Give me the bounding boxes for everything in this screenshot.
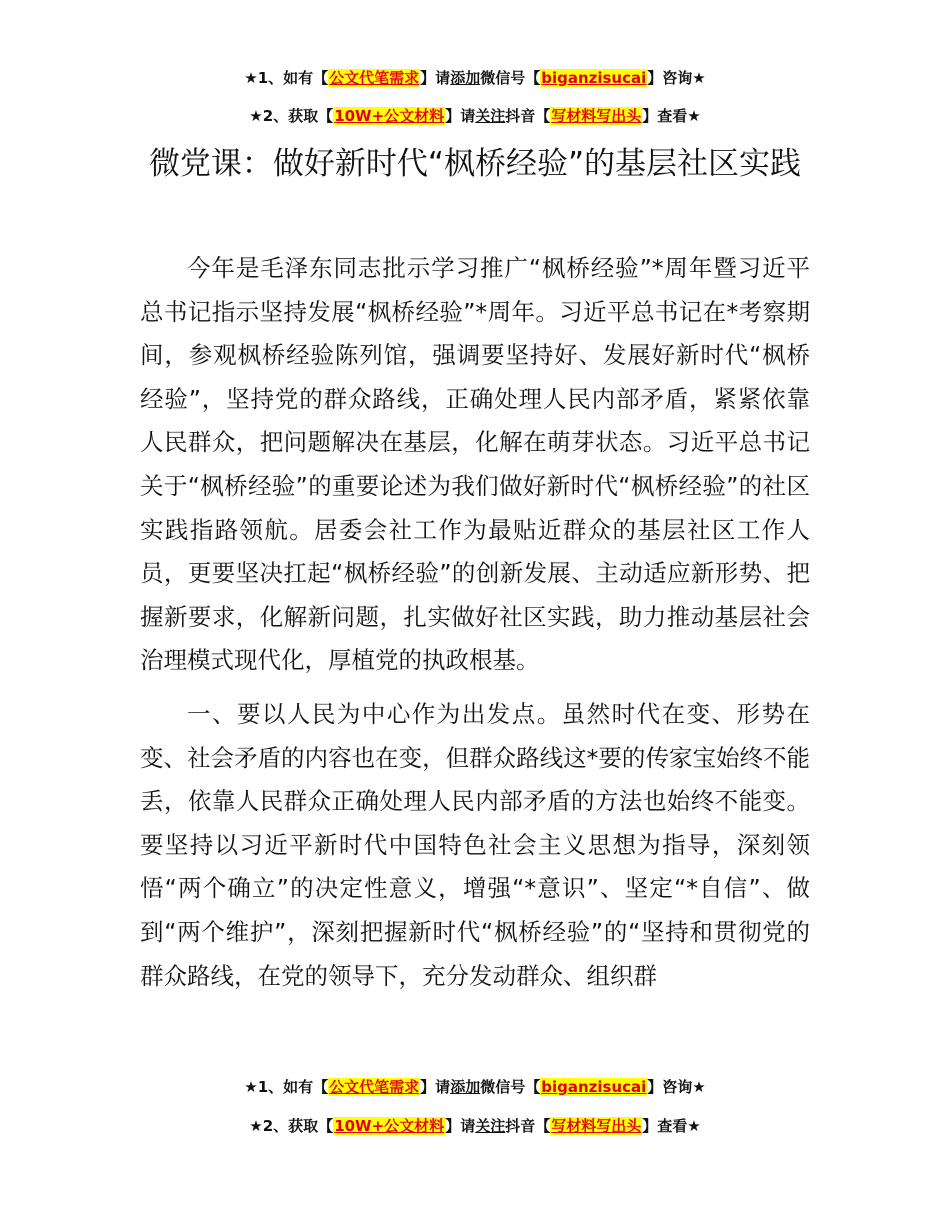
paragraph: 一、要以人民为中心作为出发点。虽然时代在变、形势在变、社会矛盾的内容也在变，但群众路线这*要的传家宝始终不能丢，依靠人民群众正确处理人民内部矛盾的方法也始终不能变。要坚持以习近平新时代中国特色社会主义思想为指导，深刻领悟“两个确立”的决定性意义，增强“*意识”、坚定“*自信”、做到“两个维护”，深刻把握新时代“枫桥经验”的“坚持和贯彻党的群众路线，在党的领导下，充分发动群众、组织群	[140, 699, 810, 990]
banner-text: ★1、如有【	[244, 69, 329, 87]
banner-highlight: 公文代笔需求	[329, 69, 420, 87]
banner-underline: 添加	[450, 69, 481, 87]
paragraph: 今年是毛泽东同志批示学习推广“枫桥经验”*周年暨习近平总书记指示坚持发展“枫桥经验”*周年。习近平总书记在*考察期间，参观枫桥经验陈列馆，强调要坚持好、发展好新时代“枫桥经验”，坚持党的群众路线，正确处理人民内部矛盾，紧紧依靠人民群众，把问题解决在基层，化解在萌芽状态。习近平总书记关于“枫桥经验”的重要论述为我们做好新时代“枫桥经验”的社区实践指路领航。居委会社工作为最贴近群众的基层社区工作人员，更要坚决扛起“枫桥经验”的创新发展、主动适应新形势、把握新要求，化解新问题，扎实做好社区实践，助力推动基层社会治理模式现代化，厚植党的执政根基。	[140, 254, 810, 675]
banner-text: 微信号【	[480, 69, 541, 87]
banner-text: 抖音【	[505, 107, 551, 125]
banner-underline: 关注	[475, 1117, 506, 1135]
header-banner-line-1	[0, 67, 950, 89]
banner-text: 微信号【	[480, 1078, 541, 1096]
banner-wechat-id: biganzisucai	[541, 69, 647, 87]
banner-text: 】咨询★	[647, 69, 706, 87]
banner-text: 】请	[445, 1117, 476, 1135]
banner-text: 】咨询★	[647, 1078, 706, 1096]
banner-text: 】请	[420, 69, 451, 87]
banner-text: ★2、获取【	[249, 107, 334, 125]
document-body	[140, 247, 810, 998]
footer-banner-line-2	[0, 1115, 950, 1137]
banner-wechat-id: biganzisucai	[541, 1078, 647, 1096]
banner-text: 】请	[445, 107, 476, 125]
document-title: 微党课：做好新时代“枫桥经验”的基层社区实践	[148, 146, 802, 182]
banner-text: 】查看★	[642, 1117, 701, 1135]
banner-text: 】查看★	[642, 107, 701, 125]
banner-highlight: 10W+公文材料	[334, 107, 445, 125]
banner-text: ★1、如有【	[244, 1078, 329, 1096]
banner-highlight: 10W+公文材料	[334, 1117, 445, 1135]
header-banner-line-2	[0, 105, 950, 127]
banner-douyin-id: 写材料写出头	[551, 107, 642, 125]
footer-banner-line-1	[0, 1076, 950, 1098]
banner-text: ★2、获取【	[249, 1117, 334, 1135]
banner-douyin-id: 写材料写出头	[551, 1117, 642, 1135]
banner-text: 】请	[420, 1078, 451, 1096]
banner-underline: 添加	[450, 1078, 481, 1096]
banner-text: 抖音【	[505, 1117, 551, 1135]
banner-underline: 关注	[475, 107, 506, 125]
banner-highlight: 公文代笔需求	[329, 1078, 420, 1096]
